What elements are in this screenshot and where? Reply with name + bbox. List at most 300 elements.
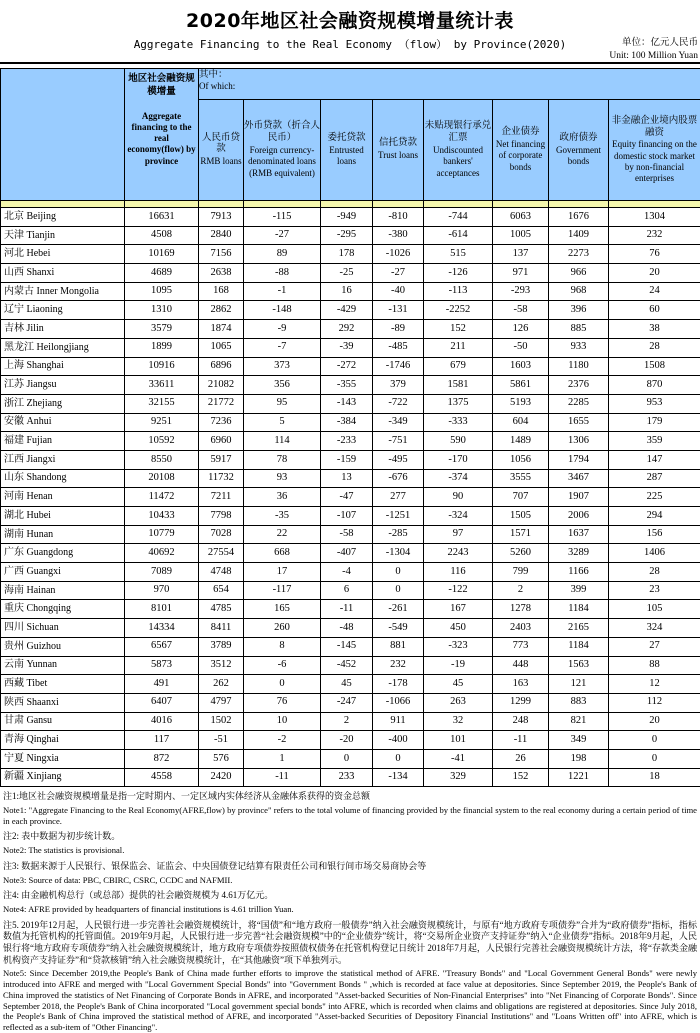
- stripe-cell: [244, 201, 321, 208]
- value-cell: 60: [609, 301, 700, 320]
- value-cell: 2: [493, 581, 549, 600]
- value-cell: -113: [424, 282, 493, 301]
- value-cell: 1899: [125, 338, 199, 357]
- value-cell: 6960: [199, 432, 244, 451]
- aggregate-header-cn: 地区社会融资规模增量: [125, 69, 198, 99]
- value-cell: 2: [321, 712, 373, 731]
- value-cell: 112: [609, 693, 700, 712]
- stripe-cell: [609, 201, 700, 208]
- province-cell: 北京 Beijing: [1, 208, 125, 227]
- stripe-cell: [373, 201, 424, 208]
- value-cell: 26: [493, 749, 549, 768]
- value-cell: 0: [373, 563, 424, 582]
- value-cell: 117: [125, 731, 199, 750]
- value-cell: -324: [424, 507, 493, 526]
- value-cell: 1184: [549, 637, 609, 656]
- value-cell: 248: [493, 712, 549, 731]
- note-4-en: Note4: AFRE provided by headquarters of financial institutions is 4.61 trillion Yuan.: [3, 904, 697, 915]
- province-column-header: [1, 69, 125, 201]
- value-cell: 40692: [125, 544, 199, 563]
- value-cell: 2376: [549, 376, 609, 395]
- value-cell: 10916: [125, 357, 199, 376]
- province-cell: 山西 Shanxi: [1, 264, 125, 283]
- province-cell: 江苏 Jiangsu: [1, 376, 125, 395]
- value-cell: 263: [424, 693, 493, 712]
- table-row: [1, 245, 700, 264]
- value-cell: 11732: [199, 469, 244, 488]
- value-cell: 7156: [199, 245, 244, 264]
- table-row: [1, 693, 700, 712]
- table-row: [1, 637, 700, 656]
- table-row: [1, 731, 700, 750]
- aggregate-column-header: [125, 69, 199, 201]
- value-cell: 4785: [199, 600, 244, 619]
- value-cell: 168: [199, 282, 244, 301]
- value-cell: 679: [424, 357, 493, 376]
- value-cell: 11472: [125, 488, 199, 507]
- of-which-header-en: Of which:: [199, 81, 700, 93]
- value-cell: -1: [244, 282, 321, 301]
- value-cell: -1066: [373, 693, 424, 712]
- province-cell: 天津 Tianjin: [1, 226, 125, 245]
- value-cell: -429: [321, 301, 373, 320]
- value-cell: 324: [609, 619, 700, 638]
- value-cell: 45: [424, 675, 493, 694]
- table-row: [1, 749, 700, 768]
- value-cell: -722: [373, 394, 424, 413]
- province-cell: 江西 Jiangxi: [1, 450, 125, 469]
- province-cell: 河北 Hebei: [1, 245, 125, 264]
- value-cell: 287: [609, 469, 700, 488]
- stripe-row: [1, 201, 700, 208]
- value-cell: 2420: [199, 768, 244, 787]
- value-cell: -400: [373, 731, 424, 750]
- value-cell: 23: [609, 581, 700, 600]
- table-row: [1, 712, 700, 731]
- stripe-cell: [321, 201, 373, 208]
- province-cell: 广西 Guangxi: [1, 563, 125, 582]
- value-cell: 7798: [199, 507, 244, 526]
- value-cell: 933: [549, 338, 609, 357]
- value-cell: -272: [321, 357, 373, 376]
- value-cell: 399: [549, 581, 609, 600]
- value-cell: 373: [244, 357, 321, 376]
- note-1-en: Note1: "Aggregate Financing to the Real Economy(AFRE,flow) by province" refers to the total volume of financing provided by the financial system to the real economy during a certain period of time in each province.: [3, 805, 697, 826]
- column-header-7: 非金融企业境内股票融资 Equity financing on the domestic stock market by non-financial enterprises: [609, 100, 700, 201]
- value-cell: 10: [244, 712, 321, 731]
- value-cell: 20: [609, 264, 700, 283]
- value-cell: -9: [244, 320, 321, 339]
- note-3-cn: 注3: 数据来源于人民银行、银保监会、证监会、中央国债登记结算有限责任公司和银行间市场交易商协会等: [3, 861, 697, 873]
- value-cell: 1278: [493, 600, 549, 619]
- value-cell: 16631: [125, 208, 199, 227]
- note-5-cn: 注5. 2019年12月起，人民银行进一步完善社会融资规模统计，将“国债”和“地方政府一般债券”纳入社会融资规模统计，与原有“地方政府专项债券”合并为“政府债券”指标，指标数值为托管机构的托管面值。2019年9月起，人民银行进一步完善“社会融资规模”中的“企业债券”统计，将“交易所企业资产支持证券”纳入“企业债券”指标。2018年9月起，人民银行将“地方政府专项债券”纳入社会融资规模统计，地方政府专项债券按照债权债务在托管机构登记日统计 2018年7月起，人民银行完善社会融资规模统计方法，将“存款类金融机构资产支持证券”和“贷款核销”纳入社会融资规模统计，在“其他融资”项下单独列示。: [3, 920, 697, 967]
- value-cell: 33611: [125, 376, 199, 395]
- value-cell: 10433: [125, 507, 199, 526]
- value-cell: -47: [321, 488, 373, 507]
- note-2-cn: 注2: 表中数据为初步统计数。: [3, 831, 697, 843]
- value-cell: 3555: [493, 469, 549, 488]
- stripe-cell: [493, 201, 549, 208]
- value-cell: 2006: [549, 507, 609, 526]
- value-cell: 0: [609, 731, 700, 750]
- value-cell: 7211: [199, 488, 244, 507]
- value-cell: -58: [321, 525, 373, 544]
- value-cell: 1907: [549, 488, 609, 507]
- of-which-header-cn: 其中：: [199, 69, 700, 81]
- value-cell: -407: [321, 544, 373, 563]
- province-cell: 黑龙江 Heilongjiang: [1, 338, 125, 357]
- value-cell: 8: [244, 637, 321, 656]
- value-cell: 953: [609, 394, 700, 413]
- table-row: [1, 656, 700, 675]
- value-cell: 881: [373, 637, 424, 656]
- notes-section: [0, 787, 700, 1033]
- value-cell: 28: [609, 338, 700, 357]
- value-cell: 21082: [199, 376, 244, 395]
- value-cell: -117: [244, 581, 321, 600]
- value-cell: 126: [493, 320, 549, 339]
- value-cell: -11: [321, 600, 373, 619]
- value-cell: 165: [244, 600, 321, 619]
- value-cell: 0: [373, 581, 424, 600]
- value-cell: 1603: [493, 357, 549, 376]
- value-cell: 2638: [199, 264, 244, 283]
- value-cell: 4558: [125, 768, 199, 787]
- value-cell: 491: [125, 675, 199, 694]
- province-cell: 安徽 Anhui: [1, 413, 125, 432]
- value-cell: 121: [549, 675, 609, 694]
- stripe-cell: [549, 201, 609, 208]
- value-cell: 10779: [125, 525, 199, 544]
- value-cell: 1502: [199, 712, 244, 731]
- value-cell: 1489: [493, 432, 549, 451]
- value-cell: -143: [321, 394, 373, 413]
- value-cell: 1406: [609, 544, 700, 563]
- province-cell: 新疆 Xinjiang: [1, 768, 125, 787]
- value-cell: 379: [373, 376, 424, 395]
- value-cell: 89: [244, 245, 321, 264]
- value-cell: -27: [373, 264, 424, 283]
- value-cell: -1304: [373, 544, 424, 563]
- column-header-2: 委托贷款 Entrusted loans: [321, 100, 373, 201]
- value-cell: 179: [609, 413, 700, 432]
- value-cell: -131: [373, 301, 424, 320]
- value-cell: 22: [244, 525, 321, 544]
- value-cell: 152: [493, 768, 549, 787]
- value-cell: 4689: [125, 264, 199, 283]
- value-cell: 7089: [125, 563, 199, 582]
- value-cell: 5193: [493, 394, 549, 413]
- value-cell: 7236: [199, 413, 244, 432]
- value-cell: 515: [424, 245, 493, 264]
- value-cell: 8550: [125, 450, 199, 469]
- value-cell: 590: [424, 432, 493, 451]
- value-cell: 707: [493, 488, 549, 507]
- table-row: [1, 264, 700, 283]
- value-cell: -41: [424, 749, 493, 768]
- value-cell: 970: [125, 581, 199, 600]
- aggregate-header-en: Aggregate financing to the real economy(flow) by province: [125, 111, 198, 167]
- value-cell: -122: [424, 581, 493, 600]
- value-cell: 4748: [199, 563, 244, 582]
- value-cell: 1409: [549, 226, 609, 245]
- value-cell: 105: [609, 600, 700, 619]
- province-cell: 福建 Fujian: [1, 432, 125, 451]
- table-row: [1, 469, 700, 488]
- value-cell: 885: [549, 320, 609, 339]
- value-cell: -452: [321, 656, 373, 675]
- value-cell: -261: [373, 600, 424, 619]
- province-cell: 山东 Shandong: [1, 469, 125, 488]
- table-row: [1, 581, 700, 600]
- province-cell: 海南 Hainan: [1, 581, 125, 600]
- table-row: [1, 301, 700, 320]
- province-cell: 上海 Shanghai: [1, 357, 125, 376]
- value-cell: 5260: [493, 544, 549, 563]
- value-cell: 8101: [125, 600, 199, 619]
- value-cell: 6063: [493, 208, 549, 227]
- province-cell: 西藏 Tibet: [1, 675, 125, 694]
- province-cell: 陕西 Shaanxi: [1, 693, 125, 712]
- value-cell: 2285: [549, 394, 609, 413]
- value-cell: 10169: [125, 245, 199, 264]
- value-cell: -355: [321, 376, 373, 395]
- value-cell: 821: [549, 712, 609, 731]
- value-cell: 114: [244, 432, 321, 451]
- value-cell: -134: [373, 768, 424, 787]
- value-cell: 232: [373, 656, 424, 675]
- value-cell: 1095: [125, 282, 199, 301]
- table-row: [1, 488, 700, 507]
- province-cell: 吉林 Jilin: [1, 320, 125, 339]
- province-cell: 四川 Sichuan: [1, 619, 125, 638]
- province-cell: 浙江 Zhejiang: [1, 394, 125, 413]
- unit-label: [609, 37, 698, 62]
- value-cell: 966: [549, 264, 609, 283]
- value-cell: -20: [321, 731, 373, 750]
- value-cell: 3467: [549, 469, 609, 488]
- value-cell: -233: [321, 432, 373, 451]
- value-cell: 1508: [609, 357, 700, 376]
- value-cell: -380: [373, 226, 424, 245]
- value-cell: 233: [321, 768, 373, 787]
- value-cell: -295: [321, 226, 373, 245]
- table-row: [1, 226, 700, 245]
- value-cell: -25: [321, 264, 373, 283]
- value-cell: 3512: [199, 656, 244, 675]
- value-cell: 911: [373, 712, 424, 731]
- value-cell: 396: [549, 301, 609, 320]
- province-cell: 重庆 Chongqing: [1, 600, 125, 619]
- table-row: [1, 338, 700, 357]
- value-cell: 872: [125, 749, 199, 768]
- table-row: [1, 357, 700, 376]
- value-cell: 604: [493, 413, 549, 432]
- value-cell: 211: [424, 338, 493, 357]
- value-cell: -1026: [373, 245, 424, 264]
- value-cell: 883: [549, 693, 609, 712]
- value-cell: 1306: [549, 432, 609, 451]
- value-cell: -145: [321, 637, 373, 656]
- value-cell: 773: [493, 637, 549, 656]
- value-cell: 654: [199, 581, 244, 600]
- value-cell: 5917: [199, 450, 244, 469]
- value-cell: -744: [424, 208, 493, 227]
- value-cell: 178: [321, 245, 373, 264]
- page-header: [0, 0, 700, 64]
- value-cell: -384: [321, 413, 373, 432]
- value-cell: -949: [321, 208, 373, 227]
- value-cell: 2403: [493, 619, 549, 638]
- value-cell: 1180: [549, 357, 609, 376]
- value-cell: 292: [321, 320, 373, 339]
- note-2-en: Note2: The statistics is provisional.: [3, 845, 697, 856]
- value-cell: 4508: [125, 226, 199, 245]
- table-row: [1, 544, 700, 563]
- stripe-cell: [424, 201, 493, 208]
- value-cell: -7: [244, 338, 321, 357]
- value-cell: 93: [244, 469, 321, 488]
- value-cell: 27: [609, 637, 700, 656]
- value-cell: -89: [373, 320, 424, 339]
- province-cell: 云南 Yunnan: [1, 656, 125, 675]
- column-header-6: 政府债券 Government bonds: [549, 100, 609, 201]
- value-cell: 5861: [493, 376, 549, 395]
- value-cell: -549: [373, 619, 424, 638]
- value-cell: 6: [321, 581, 373, 600]
- value-cell: 1056: [493, 450, 549, 469]
- unit-label-en: Unit: 100 Million Yuan: [609, 50, 698, 62]
- province-cell: 广东 Guangdong: [1, 544, 125, 563]
- value-cell: -293: [493, 282, 549, 301]
- value-cell: 1655: [549, 413, 609, 432]
- value-cell: 36: [244, 488, 321, 507]
- table-row: [1, 413, 700, 432]
- value-cell: -4: [321, 563, 373, 582]
- value-cell: -810: [373, 208, 424, 227]
- value-cell: -323: [424, 637, 493, 656]
- value-cell: 20: [609, 712, 700, 731]
- value-cell: -19: [424, 656, 493, 675]
- table-row: [1, 450, 700, 469]
- value-cell: 0: [321, 749, 373, 768]
- value-cell: 76: [244, 693, 321, 712]
- value-cell: -11: [244, 768, 321, 787]
- value-cell: -349: [373, 413, 424, 432]
- value-cell: 232: [609, 226, 700, 245]
- value-cell: 12: [609, 675, 700, 694]
- value-cell: -2: [244, 731, 321, 750]
- value-cell: 349: [549, 731, 609, 750]
- value-cell: 971: [493, 264, 549, 283]
- value-cell: 1166: [549, 563, 609, 582]
- table-row: [1, 525, 700, 544]
- value-cell: -170: [424, 450, 493, 469]
- value-cell: 1: [244, 749, 321, 768]
- value-cell: -107: [321, 507, 373, 526]
- value-cell: 294: [609, 507, 700, 526]
- unit-label-cn: 单位：亿元人民币: [609, 37, 698, 49]
- value-cell: -2252: [424, 301, 493, 320]
- value-cell: 1505: [493, 507, 549, 526]
- value-cell: 448: [493, 656, 549, 675]
- note-5-en: Note5: Since December 2019,the People's Bank of China made further efforts to improve the statistical method of AFRE. "Treasury Bonds" and "Local Government General Bonds" were newly introduced into AFRE and merged with "Local Government Special Bonds" into "Government Bonds " ,which is recorded at face value at depositories. Since September 2019, the People's Bank of China improved the statistics of Net Financing of Corporate Bonds in AFRE, and incorporated "Asset-backed Securities of Non-Financial Enterprises" into "Net Financing of Corporate Bonds". Since September 2018, the People's Bank of China incorporated "Local government special bonds" into AFRE, which is recorded when claims and obligations are registered at depositories. Since July 2018, the People's Bank of China improved the statistical method of AFRE, and incorporated "Asset-backed Securities of Depository Financial Institutions" and "Loans Written off" into AFRE, which is reflected as a sub-item of "Other Financing".: [3, 968, 697, 1032]
- value-cell: 1563: [549, 656, 609, 675]
- column-header-4: 未贴现银行承兑汇票 Undiscounted bankers' acceptances: [424, 100, 493, 201]
- value-cell: 7913: [199, 208, 244, 227]
- value-cell: 1184: [549, 600, 609, 619]
- province-cell: 湖南 Hunan: [1, 525, 125, 544]
- value-cell: -676: [373, 469, 424, 488]
- value-cell: 5873: [125, 656, 199, 675]
- value-cell: 968: [549, 282, 609, 301]
- value-cell: 95: [244, 394, 321, 413]
- value-cell: 1676: [549, 208, 609, 227]
- value-cell: 0: [609, 749, 700, 768]
- value-cell: -374: [424, 469, 493, 488]
- value-cell: -333: [424, 413, 493, 432]
- stripe-cell: [199, 201, 244, 208]
- stripe-cell: [125, 201, 199, 208]
- table-row: [1, 563, 700, 582]
- province-cell: 内蒙古 Inner Mongolia: [1, 282, 125, 301]
- value-cell: 3789: [199, 637, 244, 656]
- table-row: [1, 208, 700, 227]
- value-cell: 101: [424, 731, 493, 750]
- value-cell: -148: [244, 301, 321, 320]
- value-cell: 32: [424, 712, 493, 731]
- column-header-0: 人民币贷款 RMB loans: [199, 100, 244, 201]
- value-cell: 260: [244, 619, 321, 638]
- table-row: [1, 376, 700, 395]
- table-row: [1, 768, 700, 787]
- value-cell: 4797: [199, 693, 244, 712]
- value-cell: 163: [493, 675, 549, 694]
- value-cell: 5: [244, 413, 321, 432]
- column-header-1: 外币贷款（折合人民币） Foreign currency-denominated loans (RMB equivalent): [244, 100, 321, 201]
- value-cell: 1874: [199, 320, 244, 339]
- value-cell: 90: [424, 488, 493, 507]
- value-cell: 17: [244, 563, 321, 582]
- note-1-cn: 注1:地区社会融资规模增量是指一定时期内、一定区域内实体经济从金融体系获得的资金总额: [3, 791, 697, 803]
- value-cell: 7028: [199, 525, 244, 544]
- value-cell: 9251: [125, 413, 199, 432]
- table-row: [1, 619, 700, 638]
- value-cell: 1065: [199, 338, 244, 357]
- value-cell: -159: [321, 450, 373, 469]
- value-cell: 1221: [549, 768, 609, 787]
- of-which-header: [199, 69, 700, 100]
- value-cell: 1310: [125, 301, 199, 320]
- table-row: [1, 600, 700, 619]
- value-cell: 450: [424, 619, 493, 638]
- value-cell: 24: [609, 282, 700, 301]
- stripe-cell: [1, 201, 125, 208]
- value-cell: -6: [244, 656, 321, 675]
- value-cell: -285: [373, 525, 424, 544]
- column-header-3: 信托贷款 Trust loans: [373, 100, 424, 201]
- value-cell: -51: [199, 731, 244, 750]
- value-cell: 3289: [549, 544, 609, 563]
- value-cell: 28: [609, 563, 700, 582]
- province-cell: 河南 Henan: [1, 488, 125, 507]
- value-cell: 1299: [493, 693, 549, 712]
- value-cell: 45: [321, 675, 373, 694]
- table-row: [1, 675, 700, 694]
- value-cell: -178: [373, 675, 424, 694]
- table-row: [1, 282, 700, 301]
